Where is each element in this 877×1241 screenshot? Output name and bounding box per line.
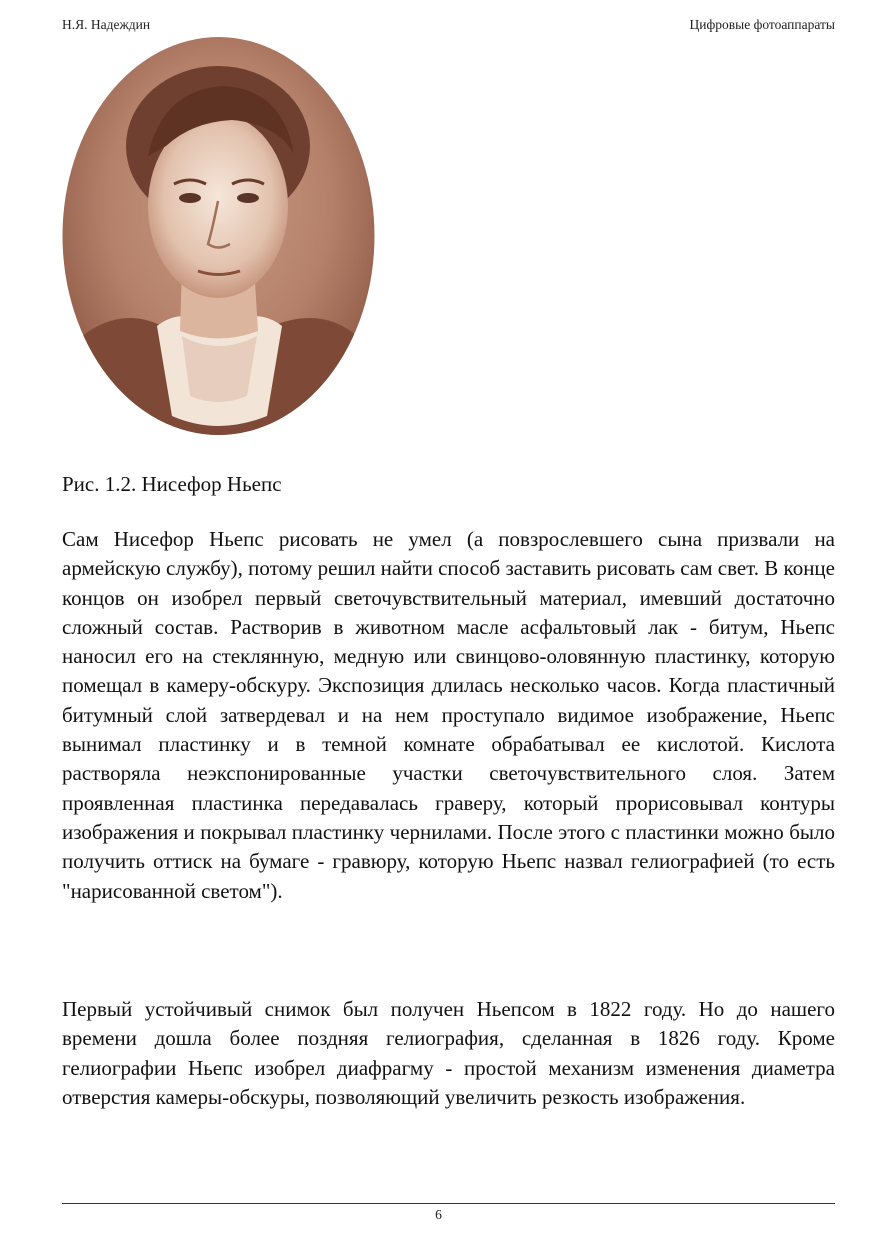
footer-divider xyxy=(62,1203,835,1204)
body-paragraph-1: Сам Нисефор Ньепс рисовать не умел (а повзрослевшего сына призвали на армейскую службу), потому решил найти способ заставить рисовать сам свет. В конце концов он изобрел первый светочувствительный материал, имевший достаточно сложный состав. Растворив в животном масле асфальтовый лак - битум, Ньепс наносил его на стеклянную, медную или свинцово-оловянную пластинку, которую помещал в камеру-обскуру. Экспозиция длилась несколько часов. Когда пластичный битумный слой затвердевал и на нем проступало видимое изображение, Ньепс вынимал пластинку и в темной комнате обрабатывал ее кислотой. Кислота растворяла неэкспонированные участки светочувствительного слоя. Затем проявленная пластинка передавалась граверу, который прорисовывал контуры изображения и покрывал пластинку чернилами. После этого с пластинки можно было получить оттиск на бумаге - гравюру, которую Ньепс назвал гелиографией (то есть "нарисованной светом"). xyxy=(62,527,835,903)
portrait-image xyxy=(62,36,375,436)
body-paragraph-2: Первый устойчивый снимок был получен Ньепсом в 1822 году. Но до нашего времени дошла более поздняя гелиография, сделанная в 1826 году. Кроме гелиографии Ньепс изобрел диафрагму - простой механизм изменения диаметра отверстия камеры-обскуры, позволяющий увеличить резкость изображения. xyxy=(62,997,835,1109)
page-number: 6 xyxy=(435,1207,442,1222)
running-header-author: Н.Я. Надеждин xyxy=(62,17,151,32)
running-header-title: Цифровые фотоаппараты xyxy=(689,17,835,32)
figure-caption: Рис. 1.2. Нисефор Ньепс xyxy=(62,472,282,496)
